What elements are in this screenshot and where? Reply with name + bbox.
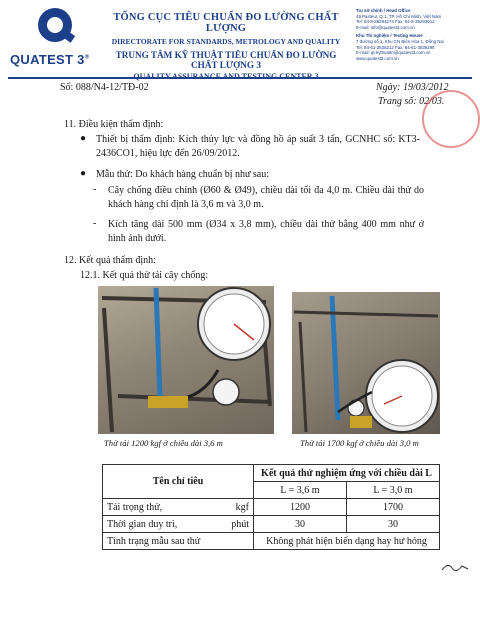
contact-block [356, 8, 476, 61]
header-length-2: L = 3,0 m [347, 482, 440, 499]
table-row [103, 533, 440, 550]
lab-address: 7 đường số 1, Khu CN Biên Hòa 1, Đồng Nai [356, 38, 444, 44]
header-result: Kết quả thử nghiệm ứng với chiều dài L [254, 465, 440, 482]
header-divider [8, 77, 472, 79]
test-photo-3-6m [98, 286, 274, 434]
org-line-1: TỔNG CỤC TIÊU CHUẨN ĐO LƯỜNG CHẤT LƯỢNG [113, 12, 339, 34]
logo-text: QUATEST 3® [10, 52, 90, 67]
section-12-1-title: 12.1. Kết quả thử tải cây chống: [80, 270, 209, 281]
header-param: Tên chỉ tiêu [103, 465, 254, 499]
org-header [104, 12, 348, 81]
row-load-v1: 1200 [254, 499, 347, 516]
dash-icon: - [93, 184, 97, 195]
bullet-icon: ● [80, 133, 87, 144]
bullet-sample: Mẫu thử: Do khách hàng chuẩn bị như sau: [96, 169, 270, 180]
row-condition-value: Không phát hiện biến dạng hay hư hỏng [254, 533, 440, 550]
org-line-2: DIRECTORATE FOR STANDARDS, METROLOGY AND QUALITY [111, 37, 341, 46]
org-line-3: TRUNG TÂM KỸ THUẬT TIÊU CHUẨN ĐO LƯỜNG CHẤT LƯỢNG 3 [115, 50, 337, 70]
row-duration-name: Thời gian duy trì, phút [103, 516, 254, 533]
photo-2-caption: Thử tải 1700 kgf ở chiều dài 3,0 m [300, 438, 419, 448]
lab-email: E-mail: qt-kythuattn@quatest3.com.vn [356, 50, 431, 56]
photo-1-illustration [98, 286, 274, 434]
lab-tel: Tel: 84-61-3836212 Fax: 84-61-3836298 [356, 44, 435, 50]
bullet-icon: ● [80, 168, 87, 179]
head-office-label: Trụ sở chính / Head Office [356, 8, 411, 13]
page-number: Trang số: 02/03. [378, 96, 445, 107]
head-office-email: E-mail: info@quatest3.com.vn [356, 24, 415, 30]
bullet-equipment: Thiết bị thẩm định: Kích thủy lực và đồng hồ áp suất 3 tấn, GCNHC số: KT3-2436CO1, hiệu lực đến 26/09/2012. [96, 134, 420, 159]
row-load-name: Tải trọng thử, kgf [103, 499, 254, 516]
row-condition-name: Tình trạng mẫu sau thử [103, 533, 254, 550]
head-office-tel: Tel: 84-8-38294274 Fax: 84-8-38293012 [356, 19, 435, 25]
section-12-title: 12. Kết quả thẩm định: [64, 255, 156, 266]
head-office-address: 49 Pasteur, Q.1, TP. Hồ Chí Minh, Việt Nam [356, 13, 442, 19]
row-load-v2: 1700 [347, 499, 440, 516]
signature-mark [440, 560, 470, 574]
dash-icon: - [93, 218, 97, 229]
logo-q-tail [61, 29, 75, 42]
photo-2-illustration [292, 292, 440, 434]
results-table [102, 464, 440, 550]
sample-item-2: Kích tăng dài 500 mm (Ø34 x 3,8 mm), chiều dài thử bằng 400 mm như ở hình ảnh dưới. [108, 219, 424, 244]
website: www.quatest3.com.vn [356, 55, 399, 61]
sample-item-1: Cây chống điều chỉnh (Ø60 & Ø49), chiều dài tối đa 4,0 m. Chiều dài thử do khách hàng chỉ định là 3,6 m và 3,0 m. [108, 185, 424, 210]
quatest-logo [10, 8, 94, 72]
test-photo-3-0m [292, 292, 440, 434]
row-duration-v2: 30 [347, 516, 440, 533]
header-length-1: L = 3,6 m [254, 482, 347, 499]
document-number: Số: 088/N4-12/TĐ-02 [60, 82, 149, 93]
photo-1-caption: Thử tải 1200 kgf ở chiều dài 3,6 m [104, 438, 223, 448]
document-date: Ngày: 19/03/2012 [376, 82, 449, 93]
section-11-title: 11. Điều kiện thẩm định: [64, 119, 164, 130]
red-stamp [422, 90, 480, 148]
table-row [103, 499, 440, 516]
row-duration-v1: 30 [254, 516, 347, 533]
lab-label: Khu Thí nghiệm / Testing House [356, 33, 423, 39]
table-row [103, 516, 440, 533]
